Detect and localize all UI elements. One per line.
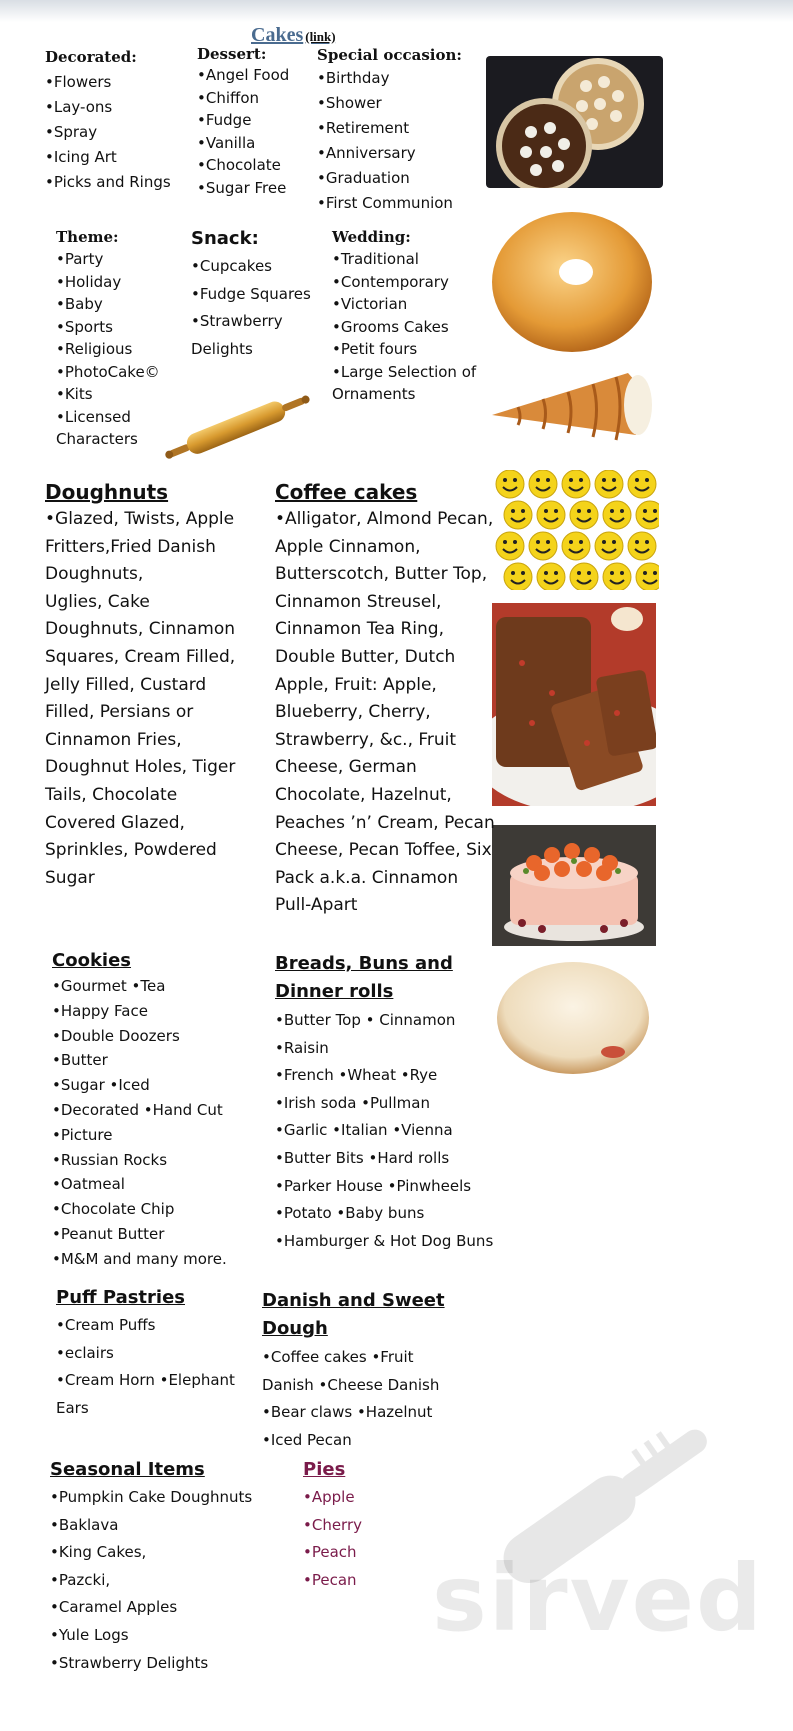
coffee-cakes-line: Butterscotch, Butter Top,	[275, 564, 488, 585]
doughnuts-line: Doughnuts,	[45, 564, 144, 585]
list-item: •Pazcki,	[50, 1570, 111, 1589]
list-item: •Religious	[56, 340, 133, 358]
list-item: •Strawberry Delights	[50, 1653, 209, 1672]
coffee-cakes-line: Apple, Fruit: Apple,	[275, 674, 437, 695]
list-item: •Graduation	[317, 169, 410, 187]
coffee-cakes-line: Peaches ’n’ Cream, Pecan	[275, 812, 495, 833]
list-item: •Garlic •Italian •Vienna	[275, 1121, 453, 1140]
coffee-cakes-line: Double Butter, Dutch	[275, 646, 456, 667]
glazed-doughnut-photo	[490, 210, 655, 355]
list-item: •Cream Horn •Elephant	[56, 1371, 235, 1390]
list-item: Ears	[56, 1398, 89, 1417]
coffee-cakes-line: Cheese, German	[275, 757, 417, 778]
list-item: •Peach	[303, 1543, 357, 1562]
list-item: •Traditional	[332, 250, 419, 268]
list-item: •Vanilla	[197, 133, 256, 152]
list-item: •Iced Pecan	[262, 1430, 352, 1449]
list-item: •Lay-ons	[45, 98, 113, 116]
list-item: Characters	[56, 430, 138, 448]
list-item: Delights	[191, 339, 253, 358]
pies-heading[interactable]: Pies	[303, 1459, 346, 1480]
list-item: •eclairs	[56, 1343, 114, 1362]
list-item: •King Cakes,	[50, 1543, 147, 1562]
list-item: •Cherry	[303, 1515, 363, 1534]
doughnuts-line: Cinnamon Fries,	[45, 729, 182, 750]
cookies-heading[interactable]: Cookies	[52, 950, 132, 971]
list-item: •Cupcakes	[191, 257, 272, 275]
coffee-cakes-line: •Alligator, Almond Pecan,	[275, 509, 494, 529]
list-item: •Large Selection of	[332, 362, 477, 381]
puff-pastries-section	[56, 1287, 235, 1422]
sugared-bun-photo	[495, 960, 652, 1080]
danish-heading-line2[interactable]: Dough	[262, 1318, 328, 1339]
list-item: •Bear claws •Hazelnut	[262, 1403, 433, 1422]
list-item: •Grooms Cakes	[332, 317, 449, 336]
list-item: •Baby	[56, 295, 103, 313]
coffee-cakes-line: Apple Cinnamon,	[275, 536, 421, 557]
list-item: •Yule Logs	[50, 1625, 129, 1644]
list-item: •Strawberry	[191, 312, 283, 330]
seasonal-section	[50, 1459, 252, 1677]
list-item: •Russian Rocks	[52, 1150, 168, 1169]
list-item: •Apple	[303, 1488, 355, 1506]
list-item: •Raisin	[275, 1038, 329, 1057]
list-item: •Victorian	[332, 295, 408, 313]
list-item: •Pumpkin Cake Doughnuts	[50, 1488, 253, 1506]
rolling-pin-image	[160, 395, 318, 460]
list-item: •Shower	[317, 94, 382, 112]
doughnuts-line: Filled, Persians or	[45, 702, 194, 723]
decorated-heading: Decorated:	[45, 48, 137, 66]
coffee-cakes-line: Pull-Apart	[275, 895, 358, 916]
list-item: •Butter Top • Cinnamon	[275, 1011, 456, 1029]
list-item: •Licensed	[56, 407, 131, 426]
list-item: •Cream Puffs	[56, 1316, 156, 1334]
doughnuts-line: Doughnuts, Cinnamon	[45, 619, 236, 640]
coffee-cakes-section	[275, 480, 495, 920]
list-item: •French •Wheat •Rye	[275, 1066, 438, 1085]
danish-heading-line1[interactable]: Danish and Sweet	[262, 1290, 445, 1311]
list-item: •Peanut Butter	[52, 1224, 165, 1243]
breads-section	[275, 950, 493, 1255]
doughnuts-line: Sprinkles, Powdered	[45, 840, 217, 861]
dessert-list	[197, 45, 289, 199]
list-item: •Chiffon	[197, 88, 260, 107]
list-item: •Chocolate	[197, 156, 281, 174]
list-item: •Contemporary	[332, 272, 449, 291]
list-item: •Happy Face	[52, 1001, 148, 1020]
coffee-cakes-line: Blueberry, Cherry,	[275, 702, 431, 723]
coffee-cakes-line: Chocolate, Hazelnut,	[275, 784, 452, 805]
doughnuts-line: Covered Glazed,	[45, 812, 185, 833]
decorated-list	[45, 48, 171, 195]
theme-heading: Theme:	[56, 228, 119, 246]
breads-heading-line2[interactable]: Dinner rolls	[275, 981, 394, 1002]
list-item: •PhotoCake©	[56, 362, 160, 381]
doughnuts-line: Jelly Filled, Custard	[45, 674, 207, 695]
list-item: Danish •Cheese Danish	[262, 1375, 440, 1394]
cakes-title[interactable]	[251, 24, 336, 47]
doughnuts-line: •Glazed, Twists, Apple	[45, 509, 235, 529]
doughnuts-line: Fritters,Fried Danish	[45, 536, 216, 557]
dessert-heading: Dessert:	[197, 45, 267, 63]
list-item: •Sugar Free	[197, 178, 287, 197]
list-item: •Pecan	[303, 1570, 357, 1589]
list-item: •Fudge Squares	[191, 284, 311, 303]
cakes-title-text[interactable]: Cakes	[251, 24, 304, 46]
doughnuts-line: Sugar	[45, 867, 95, 888]
list-item: •Anniversary	[317, 144, 416, 162]
fruit-bread-photo	[492, 603, 656, 806]
snack-heading: Snack:	[191, 228, 259, 249]
list-item: •Spray	[45, 123, 98, 141]
wedding-list	[332, 228, 476, 406]
list-item: •Angel Food	[197, 66, 290, 84]
happy-face-cookies-photo	[494, 470, 659, 590]
list-item: •M&M and many more.	[52, 1249, 227, 1268]
list-item: •Coffee cakes •Fruit	[262, 1348, 414, 1366]
list-item: •Birthday	[317, 69, 390, 87]
list-item: •Gourmet •Tea	[52, 977, 166, 995]
list-item: •Hamburger & Hot Dog Buns	[275, 1231, 494, 1250]
sirved-watermark-text: sirved	[432, 1545, 764, 1652]
list-item: •Icing Art	[45, 148, 117, 166]
list-item: •Picks and Rings	[45, 173, 171, 191]
special-occasion-list	[317, 46, 462, 216]
top-gradient-bar	[0, 0, 793, 22]
seasonal-heading[interactable]: Seasonal Items	[50, 1459, 205, 1480]
cookies-section	[52, 950, 227, 1272]
list-item: •Irish soda •Pullman	[275, 1093, 430, 1112]
coffee-cakes-line: Cinnamon Tea Ring,	[275, 619, 444, 640]
danish-section	[262, 1287, 445, 1454]
wedding-heading: Wedding:	[332, 228, 411, 246]
list-item: •Decorated •Hand Cut	[52, 1100, 223, 1119]
list-item: •Sports	[56, 317, 113, 336]
cakes-link[interactable]: (link)	[305, 29, 336, 44]
breads-heading-line1[interactable]: Breads, Buns and	[275, 953, 453, 974]
list-item: •Butter Bits •Hard rolls	[275, 1148, 450, 1167]
puff-pastries-heading[interactable]: Puff Pastries	[56, 1287, 185, 1308]
list-item: •First Communion	[317, 194, 453, 212]
doughnuts-line: Uglies, Cake	[45, 591, 150, 612]
list-item: •Holiday	[56, 272, 122, 291]
coffee-cakes-heading[interactable]: Coffee cakes	[275, 480, 418, 504]
list-item: •Baklava	[50, 1515, 119, 1534]
list-item: •Butter	[52, 1051, 108, 1070]
list-item: •Kits	[56, 385, 93, 403]
list-item: •Flowers	[45, 73, 112, 91]
list-item: •Caramel Apples	[50, 1598, 178, 1617]
list-item: •Petit fours	[332, 340, 418, 358]
pastry-trays-photo	[486, 56, 663, 188]
pies-section	[303, 1459, 362, 1594]
list-item: •Potato •Baby buns	[275, 1204, 425, 1223]
coffee-cakes-line: Pack a.k.a. Cinnamon	[275, 867, 459, 888]
doughnuts-section	[45, 480, 235, 892]
list-item: •Chocolate Chip	[52, 1200, 175, 1219]
coffee-cakes-line: Strawberry, &c., Fruit	[275, 729, 457, 750]
snack-list	[191, 228, 311, 363]
coffee-cakes-line: Cheese, Pecan Toffee, Six	[275, 840, 492, 861]
doughnuts-heading[interactable]: Doughnuts	[45, 480, 169, 504]
list-item: •Double Doozers	[52, 1026, 180, 1045]
doughnuts-line: Squares, Cream Filled,	[45, 646, 236, 667]
list-item: •Oatmeal	[52, 1175, 125, 1194]
doughnuts-line: Tails, Chocolate	[45, 784, 178, 805]
rose-cake-photo	[492, 825, 656, 946]
theme-list	[56, 228, 160, 451]
list-item: Ornaments	[332, 385, 416, 403]
coffee-cakes-line: Cinnamon Streusel,	[275, 591, 442, 612]
list-item: •Retirement	[317, 119, 410, 137]
special-occasion-heading: Special occasion:	[317, 46, 462, 64]
doughnuts-line: Doughnut Holes, Tiger	[45, 757, 236, 778]
list-item: •Party	[56, 250, 104, 268]
list-item: •Picture	[52, 1125, 113, 1144]
list-item: •Fudge	[197, 111, 252, 129]
cream-horn-photo	[488, 365, 656, 450]
list-item: •Sugar •Iced	[52, 1076, 150, 1095]
list-item: •Parker House •Pinwheels	[275, 1176, 472, 1195]
